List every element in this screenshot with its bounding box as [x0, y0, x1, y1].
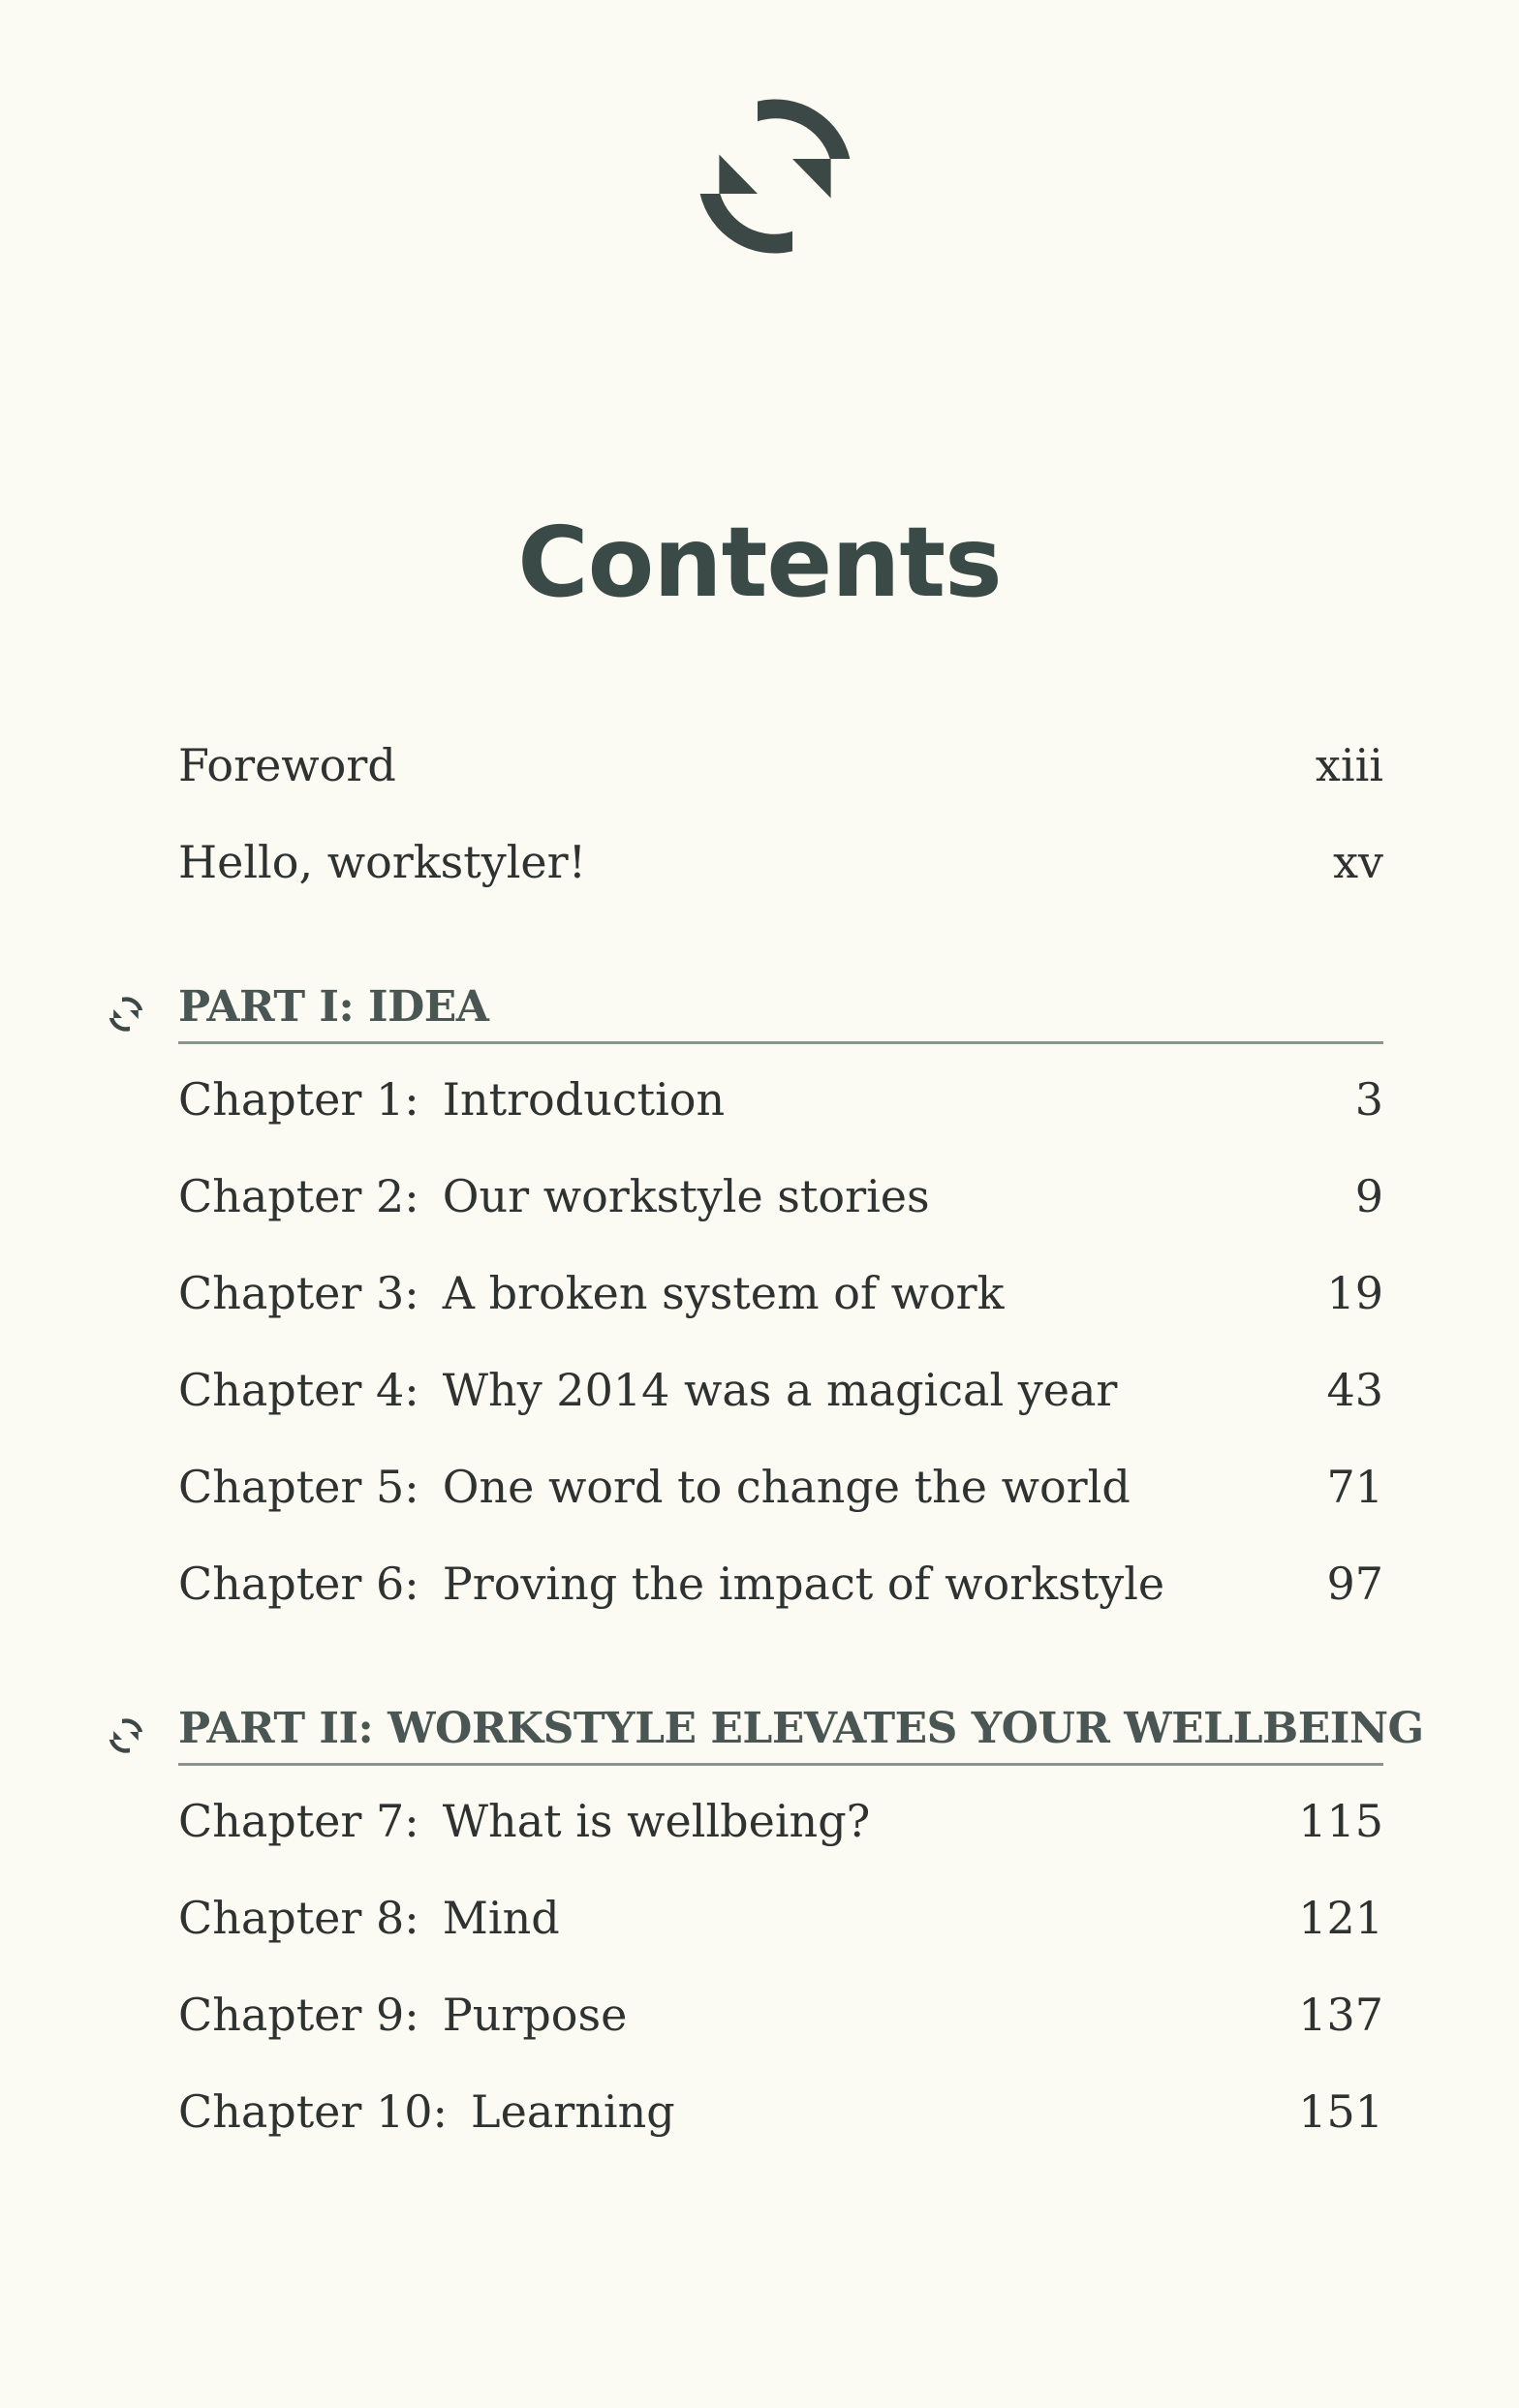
toc-entry-foreword[interactable]	[178, 731, 1383, 799]
toc-chapter-7[interactable]	[178, 1787, 1383, 1855]
chapter-number: Chapter 6:	[178, 1558, 419, 1610]
toc-chapter-1[interactable]	[178, 1065, 1383, 1133]
chapter-title: Learning	[471, 2085, 675, 2138]
toc-chapter-2[interactable]	[178, 1162, 1383, 1230]
chapter-number: Chapter 10:	[178, 2085, 449, 2138]
chapter-number: Chapter 5:	[178, 1461, 419, 1513]
circular-arrows-icon	[107, 1716, 145, 1755]
chapter-number: Chapter 8:	[178, 1892, 419, 1944]
toc-chapter-4[interactable]	[178, 1356, 1383, 1424]
chapter-number: Chapter 2:	[178, 1170, 419, 1222]
chapter-number: Chapter 1:	[178, 1073, 419, 1126]
chapter-title: A broken system of work	[442, 1267, 1005, 1319]
chapter-page: 71	[1326, 1461, 1383, 1513]
page-title: Contents	[517, 506, 1002, 619]
part-heading-2[interactable]	[107, 1695, 1424, 1763]
chapter-page: 3	[1354, 1073, 1383, 1126]
chapter-page: 121	[1298, 1892, 1383, 1944]
toc-chapter-8[interactable]	[178, 1884, 1383, 1952]
chapter-page: 151	[1298, 2085, 1383, 2138]
circular-arrows-icon	[107, 995, 145, 1034]
toc-chapter-10[interactable]	[178, 2078, 1383, 2146]
divider	[178, 1041, 1383, 1044]
toc-entry-hello[interactable]	[178, 828, 1383, 896]
entry-page: xv	[1333, 836, 1383, 888]
chapter-page: 115	[1298, 1795, 1383, 1847]
chapter-title: Our workstyle stories	[442, 1170, 930, 1222]
divider	[178, 1763, 1383, 1766]
chapter-title: Why 2014 was a magical year	[442, 1364, 1118, 1416]
part-heading-1[interactable]	[107, 973, 1383, 1041]
chapter-number: Chapter 9:	[178, 1989, 419, 2041]
toc-chapter-6[interactable]	[178, 1550, 1383, 1618]
toc-chapter-9[interactable]	[178, 1981, 1383, 2049]
chapter-page: 97	[1326, 1558, 1383, 1610]
chapter-page: 137	[1298, 1989, 1383, 2041]
toc-chapter-3[interactable]	[178, 1259, 1383, 1327]
chapter-title: One word to change the world	[442, 1461, 1131, 1513]
chapter-page: 43	[1326, 1364, 1383, 1416]
chapter-title: Purpose	[442, 1989, 628, 2041]
chapter-title: Mind	[442, 1892, 560, 1944]
chapter-title: What is wellbeing?	[442, 1795, 871, 1847]
chapter-page: 19	[1326, 1267, 1383, 1319]
chapter-number: Chapter 7:	[178, 1795, 419, 1847]
toc-chapter-5[interactable]	[178, 1453, 1383, 1521]
chapter-number: Chapter 3:	[178, 1267, 419, 1319]
part-label: PART I: IDEA	[178, 982, 489, 1032]
chapter-number: Chapter 4:	[178, 1364, 419, 1416]
entry-title: Foreword	[178, 739, 396, 791]
chapter-title: Introduction	[442, 1073, 726, 1126]
entry-title: Hello, workstyler!	[178, 836, 587, 888]
chapter-title: Proving the impact of workstyle	[442, 1558, 1165, 1610]
entry-page: xiii	[1315, 739, 1383, 791]
circular-arrows-icon	[688, 89, 862, 263]
part-label: PART II: WORKSTYLE ELEVATES YOUR WELLBEING	[178, 1704, 1424, 1753]
chapter-page: 9	[1354, 1170, 1383, 1222]
